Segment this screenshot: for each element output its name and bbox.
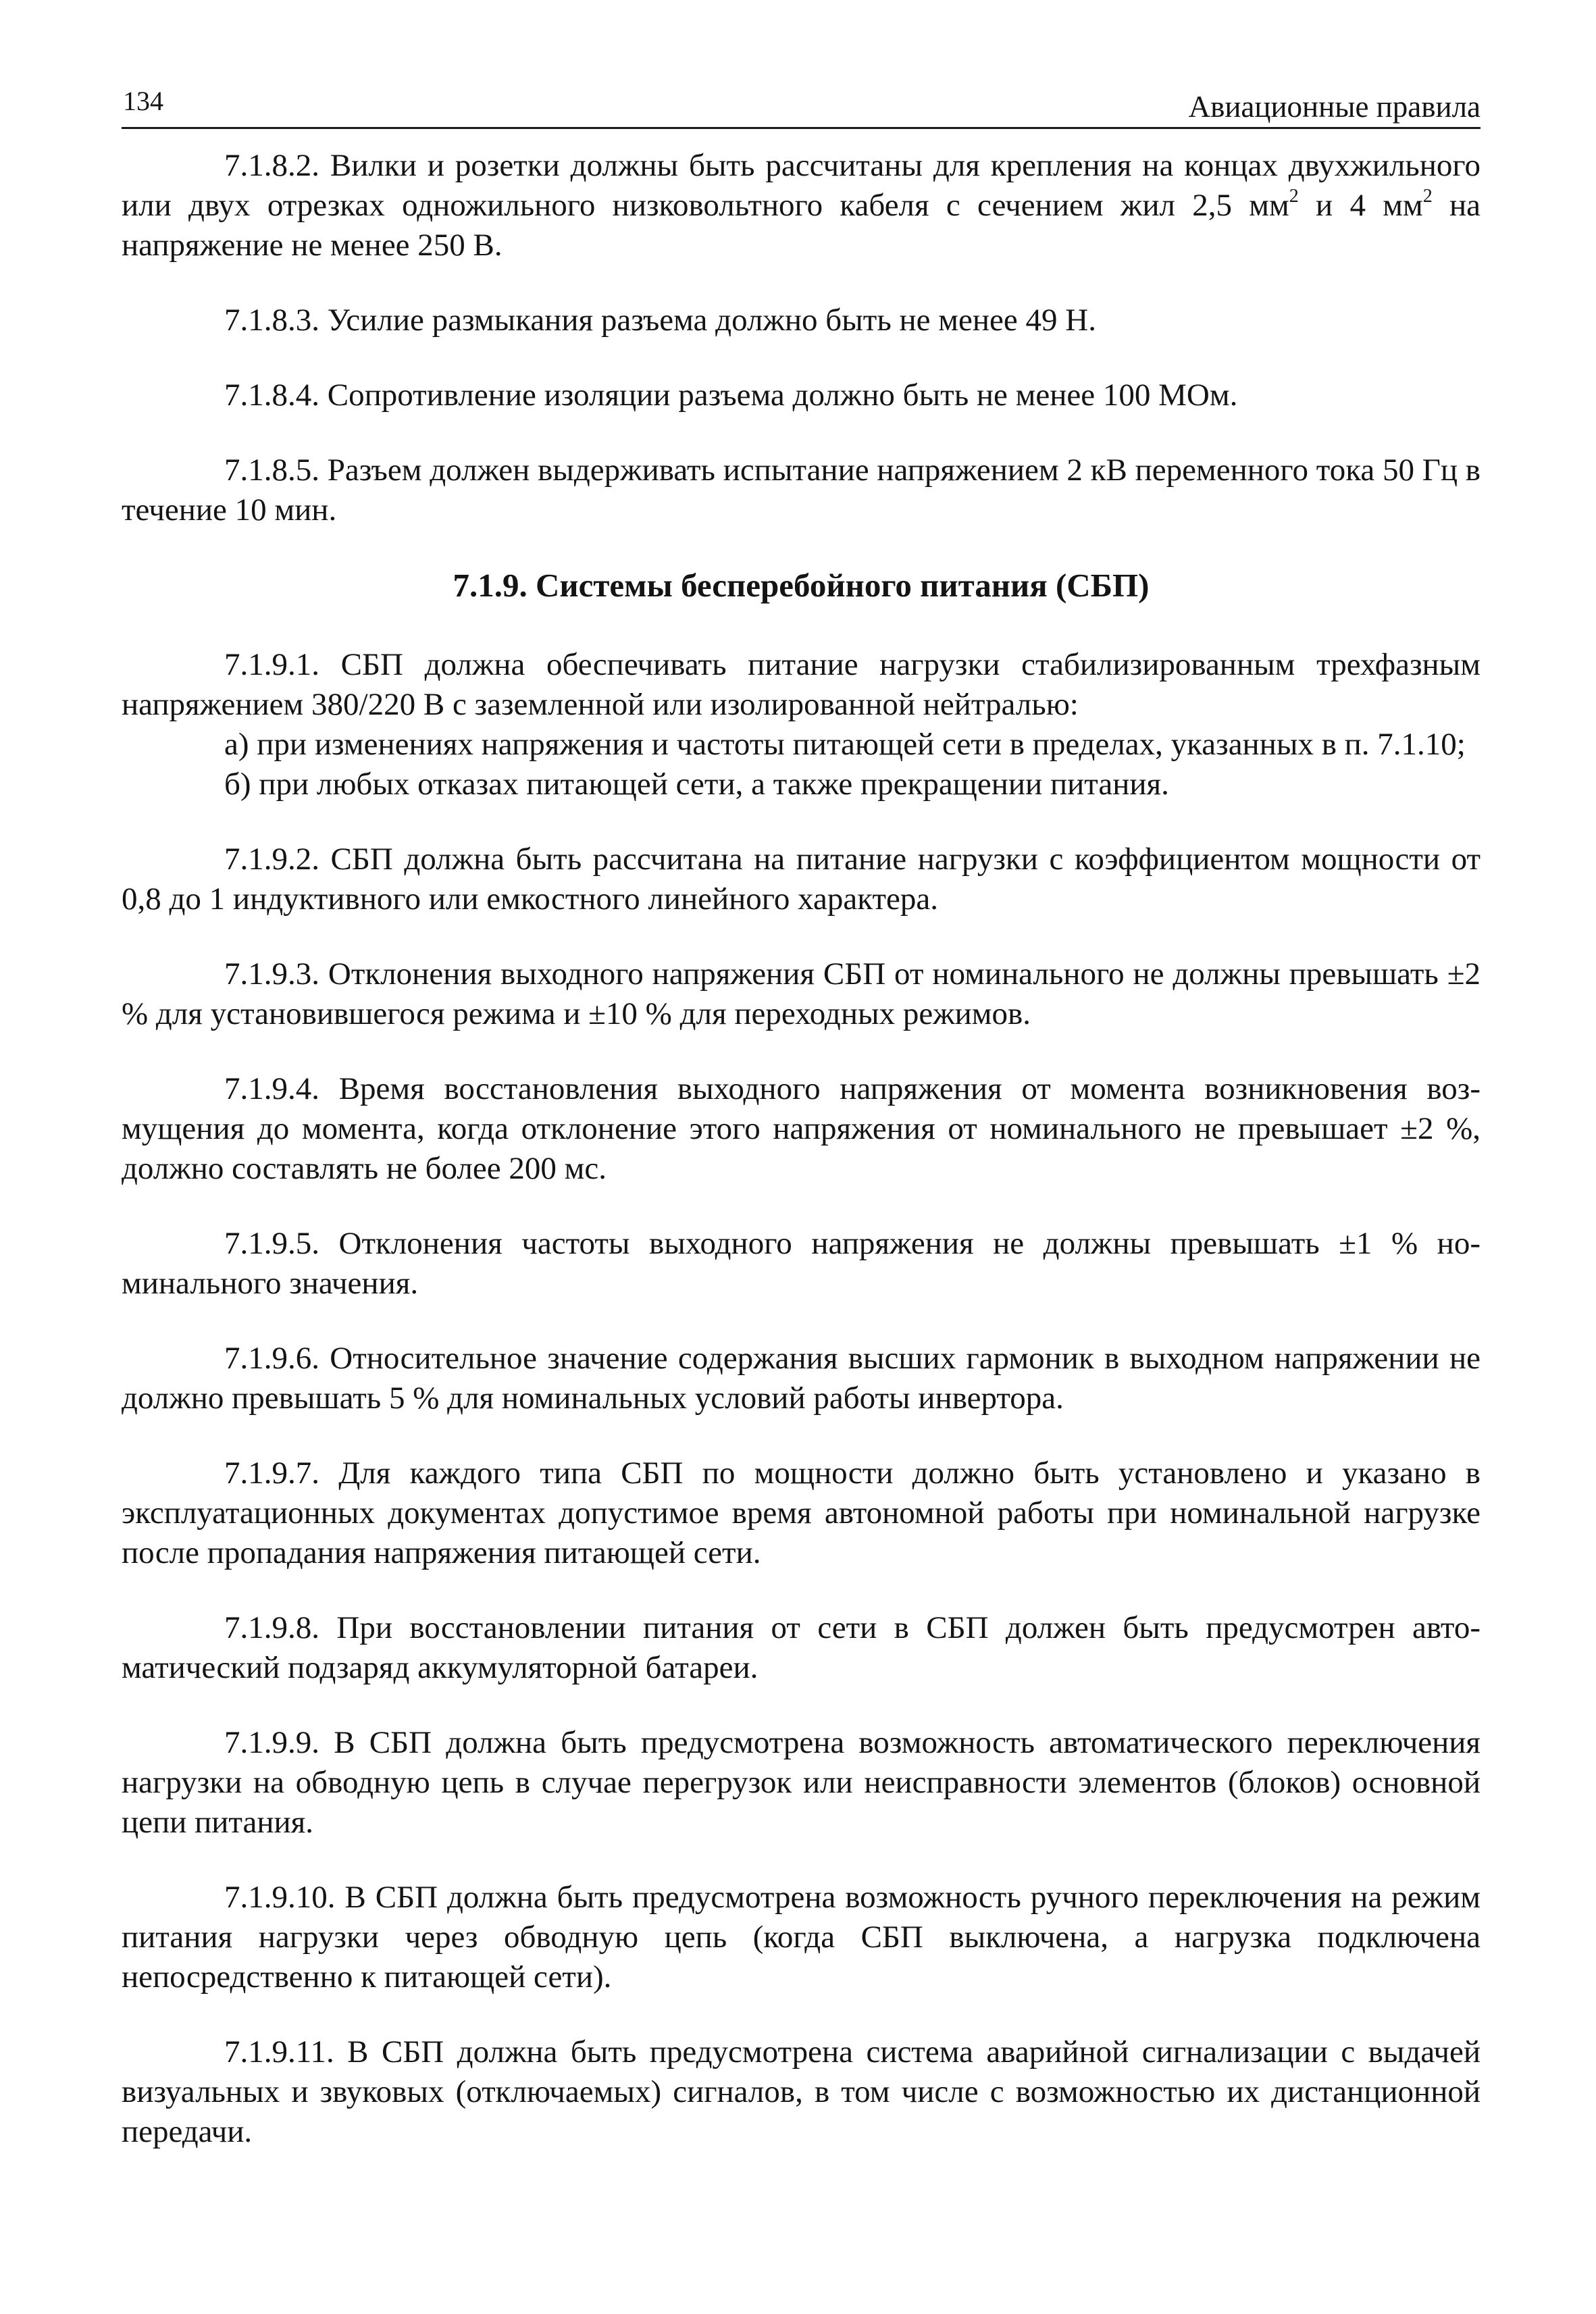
paragraph-7-1-9-1: 7.1.9.1. СБП должна обеспечивать питание нагрузки стабилизированным трехфазным напряжением 380/220 В с заземленной или изолированной нейтралью:	[122, 647, 1481, 722]
page-number: 134	[123, 86, 163, 116]
paragraph-text: 7.1.8.2. Вилки и розетки должны быть рассчитаны для крепления на концах двухжильного или двух отрезках одножильного низковольтного кабеля с сечением жил 2,5 мм	[122, 148, 1481, 223]
paragraph-7-1-9-11: 7.1.9.11. В СБП должна быть предусмотрена система аварийной сигнализации с выдачей визуальных и звуковых (отключаемых) сигналов, в том числе с возможностью их дистанционной передачи.	[122, 2034, 1481, 2149]
paragraph-7-1-9-10: 7.1.9.10. В СБП должна быть предусмотрена возможность ручного переключения на режим питания нагрузки через обводную цепь (когда СБП выключена, а нагрузка подключена непосредственно к питающей сети).	[122, 1880, 1481, 1995]
list-item-a: а) при изменениях напряжения и частоты питающей сети в пределах, указанных в п. 7.1.10;	[224, 727, 1466, 762]
superscript: 2	[1289, 186, 1299, 207]
paragraph-7-1-9-9: 7.1.9.9. В СБП должна быть предусмотрена возможность автоматического переключения нагрузки на обводную цепь в случае перегрузок или неисправности элементов (блоков) основной цепи питания.	[122, 1725, 1481, 1840]
paragraph-7-1-8-2	[122, 146, 1481, 265]
paragraph-7-1-8-5: 7.1.8.5. Разъем должен выдерживать испытание напряжением 2 кВ переменного тока 50 Гц в течение 10 мин.	[122, 453, 1481, 528]
page-body	[122, 146, 1481, 2187]
paragraph-7-1-9-8: 7.1.9.8. При восстановлении питания от сети в СБП должен быть предусмотрен автоматический подзаряд аккумуляторной батареи.	[122, 1610, 1481, 1685]
paragraph-7-1-8-4: 7.1.8.4. Сопротивление изоляции разъема должно быть не менее 100 МОм.	[224, 378, 1238, 413]
paragraph-7-1-9-4: 7.1.9.4. Время восстановления выходного напряжения от момента возникновения возмущения до момента, когда отклонение этого напряжения от номинального не превышает ±2 %, должно составлять не более 200 мс.	[122, 1071, 1481, 1186]
paragraph-7-1-9-2: 7.1.9.2. СБП должна быть рассчитана на питание нагрузки с коэффициентом мощности от 0,8 до 1 индуктивного или емкостного линейного характера.	[122, 842, 1481, 917]
paragraph-7-1-8-3: 7.1.8.3. Усилие размыкания разъема должно быть не менее 49 Н.	[224, 303, 1096, 338]
section-heading-7-1-9: 7.1.9. Системы бесперебойного питания (СБП)	[453, 567, 1150, 604]
running-head: Авиационные правила	[1188, 90, 1481, 124]
document-page	[122, 0, 1481, 2314]
page-header	[122, 80, 1481, 129]
list-item-b: б) при любых отказах питающей сети, а также прекращении питания.	[224, 767, 1169, 802]
paragraph-7-1-9-5: 7.1.9.5. Отклонения частоты выходного напряжения не должны превышать ±1 % номинального значения.	[122, 1226, 1481, 1301]
superscript: 2	[1422, 186, 1433, 207]
paragraph-text: и 4 мм	[1298, 188, 1423, 223]
paragraph-7-1-9-3: 7.1.9.3. Отклонения выходного напряжения СБП от номинального не должны превышать ±2 % для установившегося режима и ±10 % для переходных режимов.	[122, 956, 1481, 1031]
paragraph-text: на напряжение не менее 250 В.	[122, 188, 1481, 263]
paragraph-7-1-9-6: 7.1.9.6. Относительное значение содержания высших гармоник в выходном напряжении не должно превышать 5 % для номинальных условий работы инвертора.	[122, 1341, 1481, 1416]
paragraph-7-1-9-7: 7.1.9.7. Для каждого типа СБП по мощности должно быть установлено и указано в эксплуатационных документах допустимое время автономной работы при номинальной нагрузке после пропадания напряжения питающей сети.	[122, 1456, 1481, 1570]
